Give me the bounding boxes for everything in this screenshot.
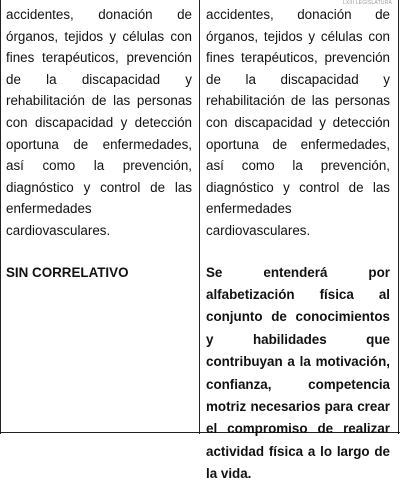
right-column-text: accidentes, donación de órganos, tejidos y células con fines terapéuticos, prevención de la discapacidad y rehabilitación de las personas con discapacidad y detección oportuna de enfermedades, así como la prevención, diagnóstico y control de las enfermedades cardiovasculares. <box>206 7 390 238</box>
right-column-definition: Se entenderá por alfabetización física al conjunto de conocimientos y habilidades que contribuyan a la motivación, confianza, competencia motriz necesarios para crear el compromiso de realizar actividad física a lo largo de la vida. <box>206 264 390 482</box>
page-stamp: LXIII LEGISLATURA <box>342 0 392 6</box>
left-column-heading: SIN CORRELATIVO <box>6 264 129 280</box>
left-column-text: accidentes, donación de órganos, tejidos y células con fines terapéuticos, prevención de la discapacidad y rehabilitación de las personas con discapacidad y detección oportuna de enfermedades, así como la prevención, diagnóstico y control de las enfermedades cardiovasculares. <box>6 7 192 238</box>
left-column-cell <box>0 0 198 283</box>
right-column-cell <box>201 0 400 486</box>
